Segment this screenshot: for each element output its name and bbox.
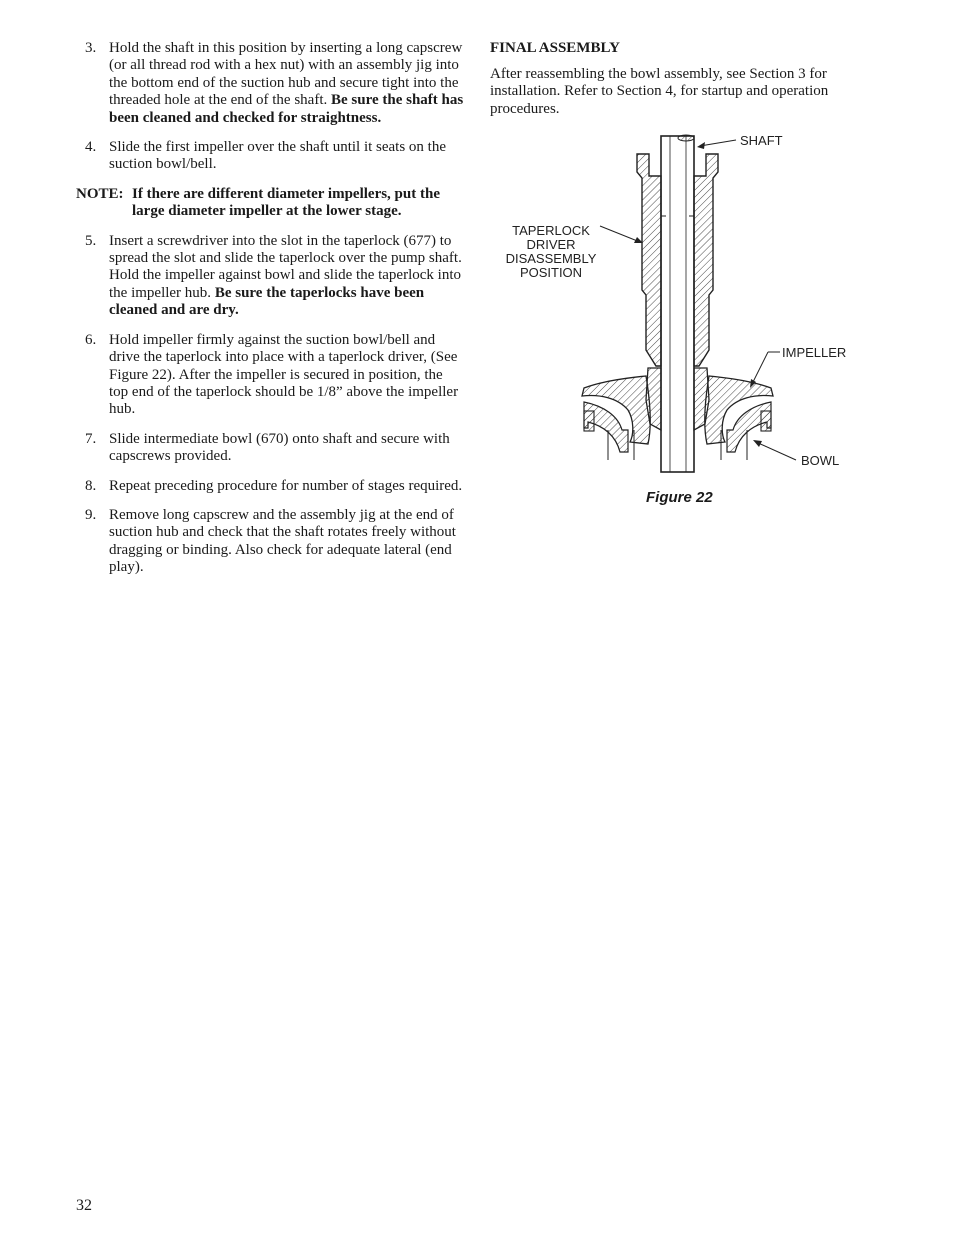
step-text: Remove long capscrew and the assembly jig at the end of suction hub and check that the shaft rotates freely without dragging or binding. Also check for adequate lateral (end play). [109,506,456,576]
step-text: Repeat preceding procedure for number of stages required. [109,477,463,494]
final-assembly-section [490,40,880,118]
step-number: 5. [85,232,97,249]
step-text: Slide the first impeller over the shaft until it seats on the suction bowl/bell. [109,139,447,173]
step-7 [76,431,464,466]
section-paragraph: After reassembling the bowl assembly, see Section 3 for installation. Refer to Section 4, for startup and operation procedures. [490,66,829,117]
instructions-column [76,40,464,589]
figure-caption: Figure 22 [646,489,713,506]
step-emphasis: Be sure the shaft has been cleaned and checked for straightness. [109,92,464,126]
taperlock-label-line4: POSITION [519,265,583,280]
step-text: Insert a screwdriver into the slot in the taperlock (677) to spread the slot and slide the taperlock over the pump shaft. Hold the impeller against bowl and slide the taperlock into the impeller hub. [109,232,462,301]
step-9 [76,507,464,577]
step-number: 4. [85,139,97,156]
taperlock-label-line3: DISASSEMBLY [505,251,597,266]
step-number: 7. [85,430,97,447]
note-lead: NOTE: [76,185,124,202]
section-title: FINAL ASSEMBLY [490,40,620,56]
step-6 [76,332,464,419]
shaft-assembly-drawing [500,130,860,480]
step-4 [76,139,464,174]
shaft-label: SHAFT [740,133,783,148]
figure-22-diagram [500,130,860,480]
step-text: Slide intermediate bowl (670) onto shaft and secure with capscrews provided. [109,430,450,465]
step-text: Hold impeller firmly against the suction bowl/bell and drive the taperlock into place with a taperlock driver, (See Figure 22). After the impeller is secured in position, the top end of the taperlock should be 1/8” above the impeller hub. [109,331,459,418]
shaft-body [661,136,694,472]
step-3 [76,40,464,127]
step-emphasis: Be sure the taperlocks have been cleaned and are dry. [109,284,425,319]
taperlock-driver-right [694,154,718,366]
impeller-label: IMPELLER [782,345,847,360]
step-text: Hold the shaft in this position by inserting a long capscrew (or all thread rod with a hex nut) with an assembly jig into the bottom end of the suction hub and secure tight into the threaded hole at the end of the shaft. [109,40,463,109]
note-text: If there are different diameter impellers, put the large diameter impeller at the lower stage. [132,185,440,220]
step-number: 3. [85,40,97,56]
bowl-label: BOWL [801,453,840,468]
step-number: 6. [85,331,97,348]
note [76,186,464,221]
page-number: 32 [76,1197,92,1214]
step-8 [76,478,464,495]
taperlock-label-line1: TAPERLOCK [512,223,590,238]
step-number: 8. [85,477,97,494]
taperlock-label-line2: DRIVER [526,237,576,252]
taperlock-driver-left [637,154,661,366]
step-5 [76,233,464,320]
step-number: 9. [85,506,97,523]
